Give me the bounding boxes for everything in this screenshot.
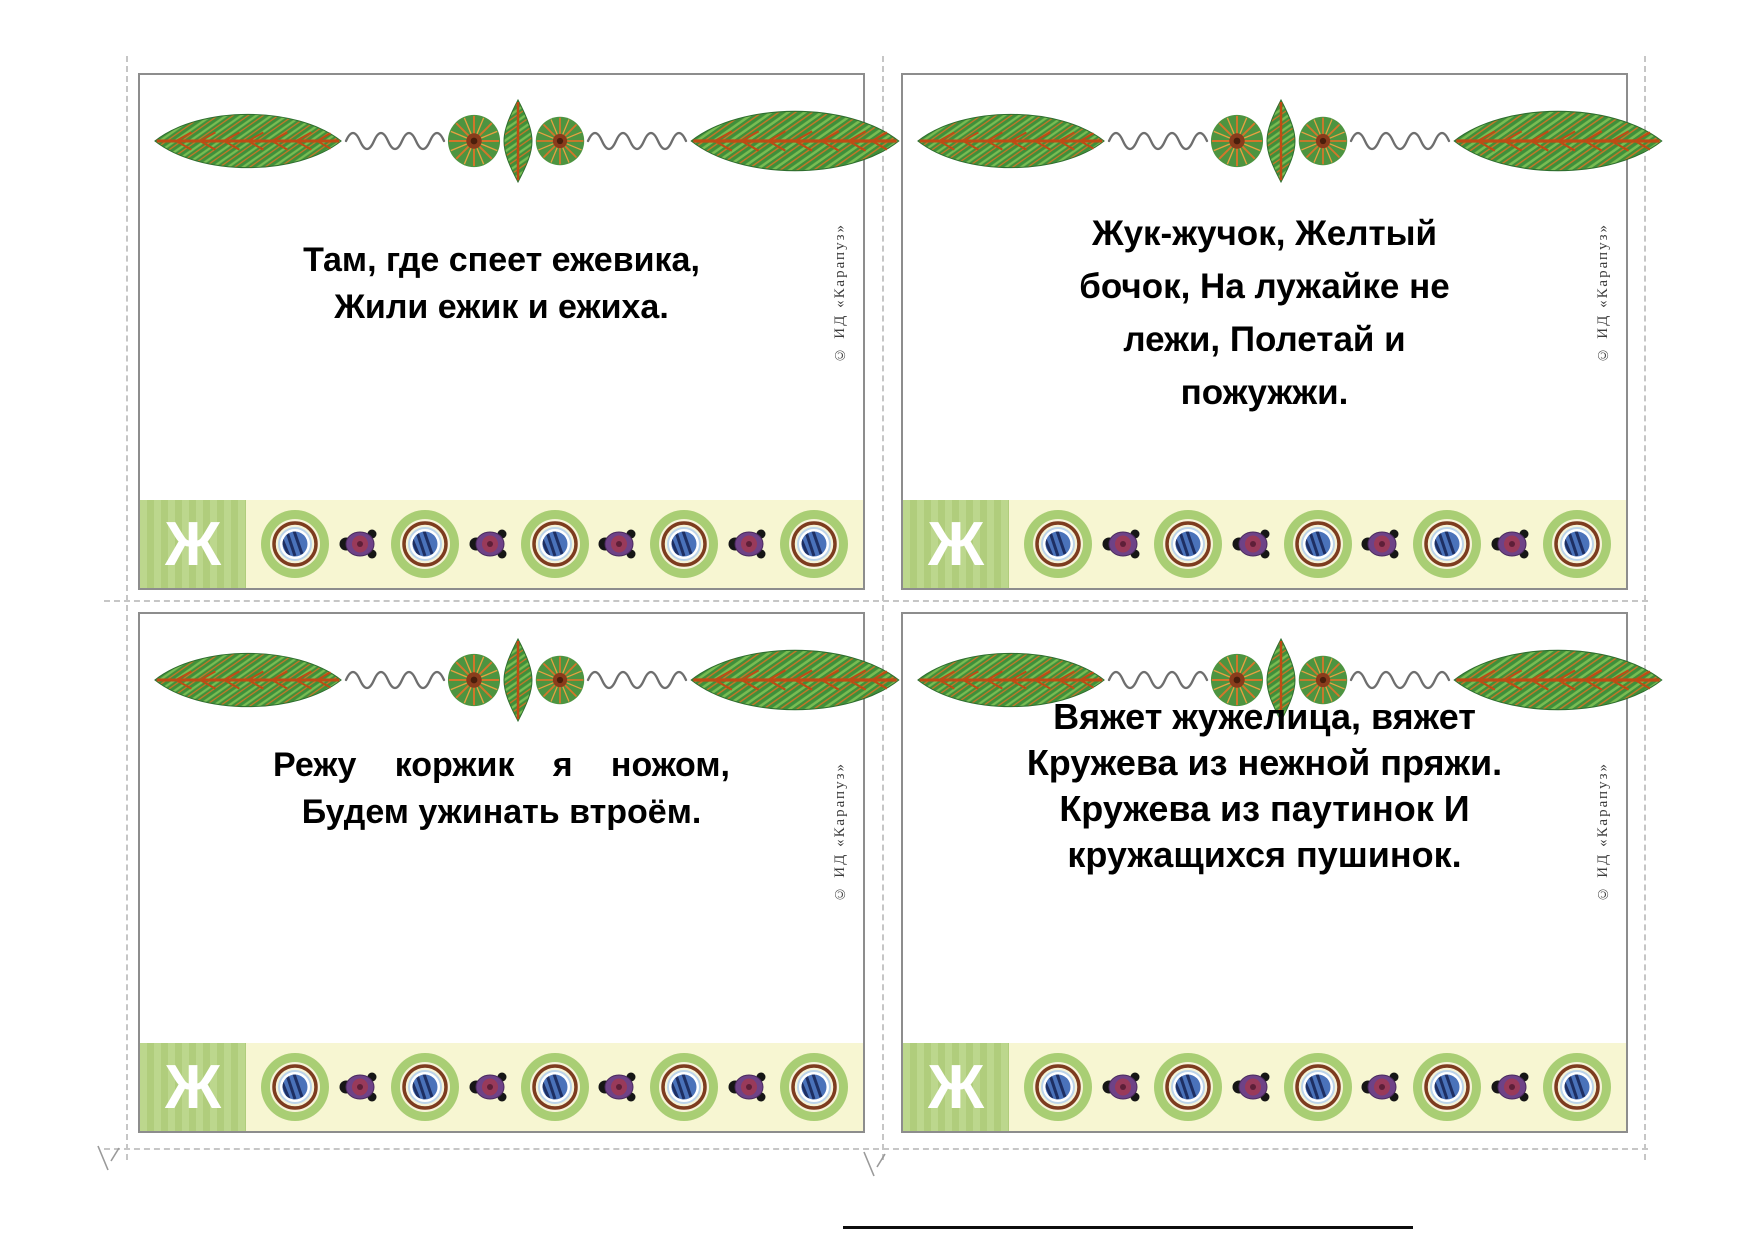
- target-ornament-icon: [1542, 1052, 1612, 1122]
- wave-ornament-icon: [1107, 663, 1209, 697]
- strip-ornaments: [246, 509, 863, 579]
- letter-badge: Ж: [140, 1043, 246, 1131]
- letter-strip: [903, 1043, 1626, 1131]
- poem-line: Жук-жучок, Желтый: [1091, 214, 1438, 253]
- top-ornament-row: [915, 89, 1618, 193]
- beetle-icon: [1490, 525, 1534, 563]
- poem-text: [927, 694, 1602, 878]
- wave-ornament-icon: [586, 124, 688, 158]
- poem-line: пожужжи.: [1180, 373, 1349, 412]
- target-ornament-icon: [520, 509, 590, 579]
- sun-ornament-icon: [446, 652, 502, 708]
- wave-ornament-icon: [344, 663, 446, 697]
- publisher-copyright: © ИД «Карапуз»: [832, 762, 848, 902]
- beetle-icon: [468, 525, 512, 563]
- target-ornament-icon: [779, 1052, 849, 1122]
- letter-strip: [140, 500, 863, 588]
- poem-line: Режу коржик я ножом,: [273, 746, 730, 784]
- wave-ornament-icon: [586, 663, 688, 697]
- poem-text: [164, 237, 839, 331]
- target-ornament-icon: [1283, 509, 1353, 579]
- beetle-icon: [1490, 1068, 1534, 1106]
- letter-strip: [140, 1043, 863, 1131]
- top-ornament-row: [152, 89, 855, 193]
- vertical-leaf-icon: [502, 97, 534, 185]
- target-ornament-icon: [520, 1052, 590, 1122]
- strip-ornaments: [1009, 1052, 1626, 1122]
- letter-badge: Ж: [903, 1043, 1009, 1131]
- target-ornament-icon: [649, 1052, 719, 1122]
- poem-line: Вяжет жужелица, вяжет: [1053, 696, 1476, 737]
- sun-ornament-icon: [1209, 113, 1265, 169]
- leaf-ornament-icon: [688, 96, 902, 186]
- publisher-copyright: © ИД «Карапуз»: [832, 223, 848, 363]
- publisher-copyright: © ИД «Карапуз»: [1595, 223, 1611, 363]
- trim-line-vertical-middle: [882, 56, 884, 1160]
- wave-ornament-icon: [1349, 124, 1451, 158]
- poem-line: Кружева из паутинок И: [1059, 788, 1470, 829]
- target-ornament-icon: [390, 509, 460, 579]
- target-ornament-icon: [1412, 509, 1482, 579]
- sun-ornament-icon: [446, 113, 502, 169]
- beetle-icon: [468, 1068, 512, 1106]
- letter-strip: [903, 500, 1626, 588]
- card-top-left: [138, 73, 865, 590]
- beetle-icon: [1360, 1068, 1404, 1106]
- target-ornament-icon: [649, 509, 719, 579]
- target-ornament-icon: [390, 1052, 460, 1122]
- poem-line: бочок, На лужайке не: [1079, 267, 1450, 306]
- wave-ornament-icon: [344, 124, 446, 158]
- strip-ornaments: [1009, 509, 1626, 579]
- letter-badge: Ж: [140, 500, 246, 588]
- poem-line: Будем ужинать втроём.: [301, 793, 702, 831]
- bottom-rule: [843, 1226, 1413, 1229]
- card-bottom-right: [901, 612, 1628, 1133]
- trim-line-vertical-left: [126, 56, 128, 1160]
- poem-line: кружащихся пушинок.: [1067, 834, 1462, 875]
- sun-ornament-icon: [1297, 115, 1349, 167]
- target-ornament-icon: [1542, 509, 1612, 579]
- target-ornament-icon: [260, 509, 330, 579]
- target-ornament-icon: [1023, 509, 1093, 579]
- beetle-icon: [1101, 1068, 1145, 1106]
- card-bottom-left: [138, 612, 865, 1133]
- beetle-icon: [338, 525, 382, 563]
- beetle-icon: [1101, 525, 1145, 563]
- poem-text: [927, 207, 1602, 419]
- strip-ornaments: [246, 1052, 863, 1122]
- poem-line: Кружева из нежной пряжи.: [1026, 742, 1503, 783]
- target-ornament-icon: [260, 1052, 330, 1122]
- cut-mark-icon: [92, 1144, 126, 1174]
- sun-ornament-icon: [534, 654, 586, 706]
- vertical-leaf-icon: [502, 636, 534, 724]
- leaf-ornament-icon: [152, 641, 344, 719]
- wave-ornament-icon: [1107, 124, 1209, 158]
- beetle-icon: [1360, 525, 1404, 563]
- wave-ornament-icon: [1349, 663, 1451, 697]
- leaf-ornament-icon: [915, 102, 1107, 180]
- target-ornament-icon: [1023, 1052, 1093, 1122]
- vertical-leaf-icon: [1265, 97, 1297, 185]
- poem-line: Там, где спеет ежевика,: [303, 241, 700, 279]
- trim-line-vertical-right: [1644, 56, 1646, 1160]
- beetle-icon: [1231, 525, 1275, 563]
- target-ornament-icon: [1412, 1052, 1482, 1122]
- cut-mark-icon: [858, 1150, 892, 1180]
- beetle-icon: [727, 1068, 771, 1106]
- leaf-ornament-icon: [688, 635, 902, 725]
- beetle-icon: [597, 1068, 641, 1106]
- poem-line: Жили ежик и ежиха.: [334, 288, 669, 326]
- sun-ornament-icon: [534, 115, 586, 167]
- letter-badge: Ж: [903, 500, 1009, 588]
- poem-text: [164, 742, 839, 836]
- target-ornament-icon: [1153, 1052, 1223, 1122]
- trim-line-horizontal-middle: [104, 600, 1648, 602]
- leaf-ornament-icon: [1451, 96, 1665, 186]
- publisher-copyright: © ИД «Карапуз»: [1595, 762, 1611, 902]
- top-ornament-row: [152, 628, 855, 732]
- card-top-right: [901, 73, 1628, 590]
- beetle-icon: [1231, 1068, 1275, 1106]
- beetle-icon: [597, 525, 641, 563]
- target-ornament-icon: [1283, 1052, 1353, 1122]
- target-ornament-icon: [1153, 509, 1223, 579]
- poem-line: лежи, Полетай и: [1123, 320, 1406, 359]
- leaf-ornament-icon: [152, 102, 344, 180]
- beetle-icon: [338, 1068, 382, 1106]
- target-ornament-icon: [779, 509, 849, 579]
- beetle-icon: [727, 525, 771, 563]
